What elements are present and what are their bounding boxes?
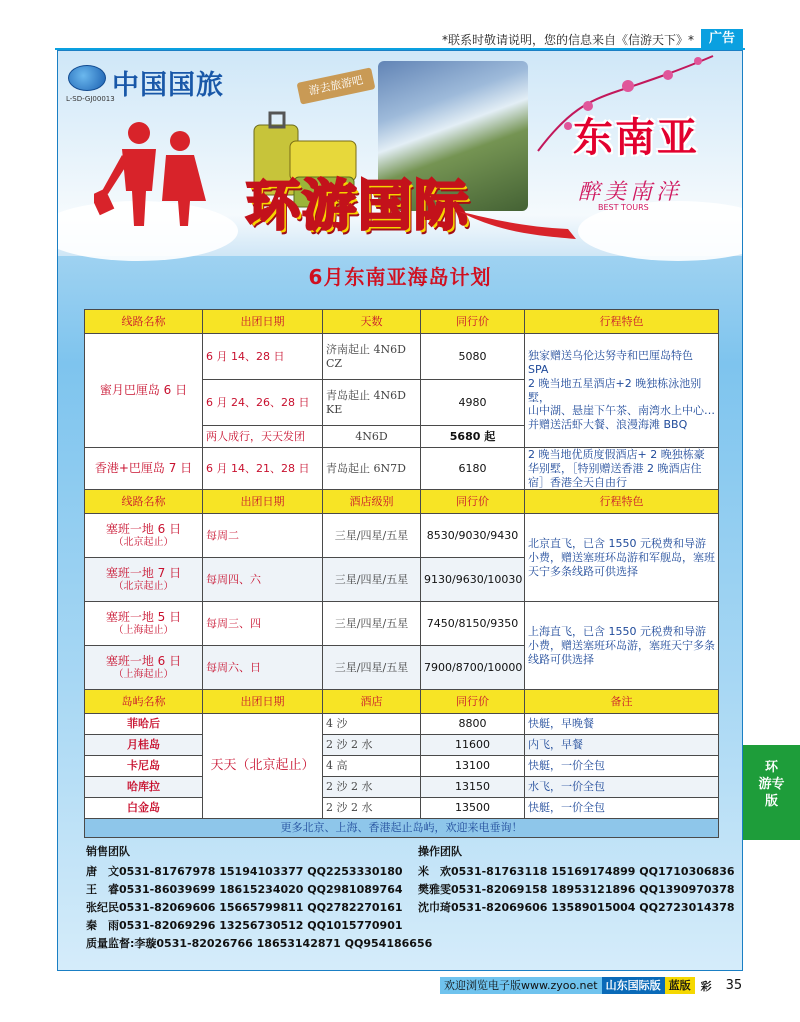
route-title: 塞班一地 5 日 <box>105 610 182 624</box>
route-name <box>85 558 203 602</box>
header-cell: 天数 <box>323 310 421 334</box>
depart-date: 天天（北京起止） <box>203 714 323 819</box>
hotel-type: 2 沙 2 水 <box>323 735 421 756</box>
edition-label: 山东国际版 <box>602 977 665 994</box>
source-notice: *联系时敬请说明，您的信息来自《信游天下》* <box>441 33 694 47</box>
header-banner <box>58 51 742 256</box>
table-row <box>85 777 719 798</box>
price-cell: 7450/8150/9350 <box>421 602 525 646</box>
table-row <box>85 735 719 756</box>
sales-team-title: 销售团队 <box>86 845 130 858</box>
header-cell: 线路名称 <box>85 490 203 514</box>
contact-line: 秦 雨0531-82069296 13256730512 QQ1015770901 <box>86 919 403 932</box>
table-row <box>85 448 719 490</box>
days-cell: 青岛起止 6N7D <box>323 448 421 490</box>
island-name: 月桂岛 <box>85 735 203 756</box>
table-header-row <box>85 690 719 714</box>
main-title: 环游国际 <box>246 174 470 237</box>
hotel-type: 4 高 <box>323 756 421 777</box>
wooden-sign: 游去旅游吧 <box>297 67 376 104</box>
hotel-type: 2 沙 2 水 <box>323 777 421 798</box>
route-origin: （上海起止） <box>113 669 174 680</box>
region-title: 东南亚 <box>573 115 699 161</box>
island-name: 白金岛 <box>85 798 203 819</box>
route-origin: （上海起止） <box>113 625 174 636</box>
brand-logo-text: 中国国旅 <box>112 70 224 101</box>
note-cell: 水飞，一价全包 <box>525 777 719 798</box>
depart-date: 每周二 <box>203 514 323 558</box>
depart-date: 6 月 14、28 日 <box>203 334 323 380</box>
table-row <box>85 602 719 646</box>
color-label: 彩 <box>700 979 712 993</box>
table-footer-row <box>85 819 719 838</box>
depart-date: 每周四、六 <box>203 558 323 602</box>
route-title: 塞班一地 7 日 <box>105 566 182 580</box>
depart-date: 两人成行，天天发团 <box>203 426 323 448</box>
website-link[interactable]: 欢迎浏览电子版www.zyoo.net <box>440 977 602 994</box>
island-name: 卡尼岛 <box>85 756 203 777</box>
depart-date: 6 月 14、21、28 日 <box>203 448 323 490</box>
header-cell: 同行价 <box>421 490 525 514</box>
slogan-subtitle: BEST TOURS <box>598 203 649 212</box>
inquiry-note: 更多北京、上海、香港起止岛屿，欢迎来电垂询！ <box>85 819 719 838</box>
days-cell: 4N6D <box>323 426 421 448</box>
page-footer <box>440 977 742 994</box>
contact-line: 樊雅雯0531-82069158 18953121896 QQ1390970378 <box>418 883 735 896</box>
route-name <box>85 514 203 558</box>
price-cell: 8530/9030/9430 <box>421 514 525 558</box>
note-cell: 内飞，早餐 <box>525 735 719 756</box>
note-cell: 快艇，一价全包 <box>525 798 719 819</box>
contact-line: 沈巾琦0531-82069606 13589015004 QQ2723014378 <box>418 901 735 914</box>
header-cell: 酒店级别 <box>323 490 421 514</box>
table-header-row <box>85 490 719 514</box>
side-tab-line: 游专 <box>758 777 785 792</box>
header-cell: 行程特色 <box>525 490 719 514</box>
globe-logo-icon <box>68 65 106 91</box>
header-cell: 出团日期 <box>203 690 323 714</box>
price-cell: 13500 <box>421 798 525 819</box>
side-tab-line: 版 <box>764 794 778 809</box>
ad-tag: 广告 <box>701 29 743 48</box>
route-title: 塞班一地 6 日 <box>105 522 182 536</box>
top-bar <box>0 0 800 48</box>
header-cell: 行程特色 <box>525 310 719 334</box>
contact-line: 米 欢0531-81763118 15169174899 QQ1710306836 <box>418 865 735 878</box>
header-cell: 同行价 <box>421 310 525 334</box>
price-cell: 9130/9630/10030 <box>421 558 525 602</box>
feature-cell: 2 晚当地优质度假酒店+ 2 晚独栋豪华别墅，［特别赠送香港 2 晚酒店住宿］香港全天自由行 <box>525 448 719 490</box>
contact-line: 唐 文0531-81767978 15194103377 QQ2253330180 <box>86 865 403 878</box>
route-name: 香港+巴厘岛 7 日 <box>85 448 203 490</box>
section-side-tab <box>743 745 800 840</box>
itinerary-table <box>84 309 719 838</box>
note-cell: 快艇，早晚餐 <box>525 714 719 735</box>
hotel-level: 三星/四星/五星 <box>323 558 421 602</box>
route-name <box>85 646 203 690</box>
price-cell: 13100 <box>421 756 525 777</box>
price-cell: 4980 <box>421 380 525 426</box>
header-cell: 出团日期 <box>203 310 323 334</box>
table-row <box>85 798 719 819</box>
header-cell: 岛屿名称 <box>85 690 203 714</box>
contact-line: 张纪民0531-82069606 15665799811 QQ2782270161 <box>86 901 403 914</box>
hotel-type: 2 沙 2 水 <box>323 798 421 819</box>
contact-line: 王 睿0531-86039699 18615234020 QQ2981089764 <box>86 883 403 896</box>
island-name: 哈库拉 <box>85 777 203 798</box>
operations-team-title: 操作团队 <box>418 845 462 858</box>
route-name <box>85 602 203 646</box>
table-row <box>85 334 719 380</box>
route-name: 蜜月巴厘岛 6 日 <box>85 334 203 448</box>
price-cell: 5680 起 <box>421 426 525 448</box>
hotel-type: 4 沙 <box>323 714 421 735</box>
days-cell: 济南起止 4N6D CZ <box>323 334 421 380</box>
depart-date: 每周三、四 <box>203 602 323 646</box>
header-cell: 同行价 <box>421 690 525 714</box>
page-number: 35 <box>725 978 743 993</box>
price-cell: 13150 <box>421 777 525 798</box>
ad-frame <box>57 50 743 971</box>
feature-cell: 独家赠送乌伦达努寺和巴厘岛特色 SPA 2 晚当地五星酒店+2 晚独栋泳池别墅， 山中湖、悬崖下午茶、南湾水上中心… 并赠送活虾大餐、浪漫海滩 BBQ <box>525 334 719 448</box>
price-cell: 11600 <box>421 735 525 756</box>
operations-team <box>418 843 735 917</box>
license-code: L-SD-GJ00013 <box>66 95 115 103</box>
blue-edition-label: 蓝版 <box>665 977 695 994</box>
table-row <box>85 714 719 735</box>
hotel-level: 三星/四星/五星 <box>323 514 421 558</box>
table-row <box>85 756 719 777</box>
price-cell: 7900/8700/10000 <box>421 646 525 690</box>
note-cell: 快艇，一价全包 <box>525 756 719 777</box>
quality-supervisor-line: 质量监督:李璇0531-82026766 18653142871 QQ954186656 <box>86 937 433 950</box>
hotel-level: 三星/四星/五星 <box>323 646 421 690</box>
header-cell: 出团日期 <box>203 490 323 514</box>
feature-cell: 上海直飞，已含 1550 元税费和导游小费，赠送塞班环岛游，塞班天宁多条线路可供选择 <box>525 602 719 690</box>
header-cell: 酒店 <box>323 690 421 714</box>
header-cell: 备注 <box>525 690 719 714</box>
header-cell: 线路名称 <box>85 310 203 334</box>
route-title: 塞班一地 6 日 <box>105 654 182 668</box>
sales-team <box>86 843 432 953</box>
slogan: 醉美南洋 <box>578 180 683 205</box>
side-tab-line: 环 <box>764 760 778 775</box>
plan-title: 6月东南亚海岛计划 <box>308 265 492 289</box>
depart-date: 每周六、日 <box>203 646 323 690</box>
table-header-row <box>85 310 719 334</box>
price-cell: 5080 <box>421 334 525 380</box>
island-name: 菲哈后 <box>85 714 203 735</box>
route-origin: （北京起止） <box>113 537 174 548</box>
days-cell: 青岛起止 4N6D KE <box>323 380 421 426</box>
route-origin: （北京起止） <box>113 581 174 592</box>
feature-cell: 北京直飞，已含 1550 元税费和导游小费，赠送塞班环岛游和军舰岛，塞班天宁多条线路可供选择 <box>525 514 719 602</box>
depart-date: 6 月 24、26、28 日 <box>203 380 323 426</box>
price-cell: 8800 <box>421 714 525 735</box>
travelers-icon <box>94 121 224 231</box>
table-row <box>85 514 719 558</box>
ribbon-decoration-icon <box>458 201 578 241</box>
hotel-level: 三星/四星/五星 <box>323 602 421 646</box>
price-cell: 6180 <box>421 448 525 490</box>
